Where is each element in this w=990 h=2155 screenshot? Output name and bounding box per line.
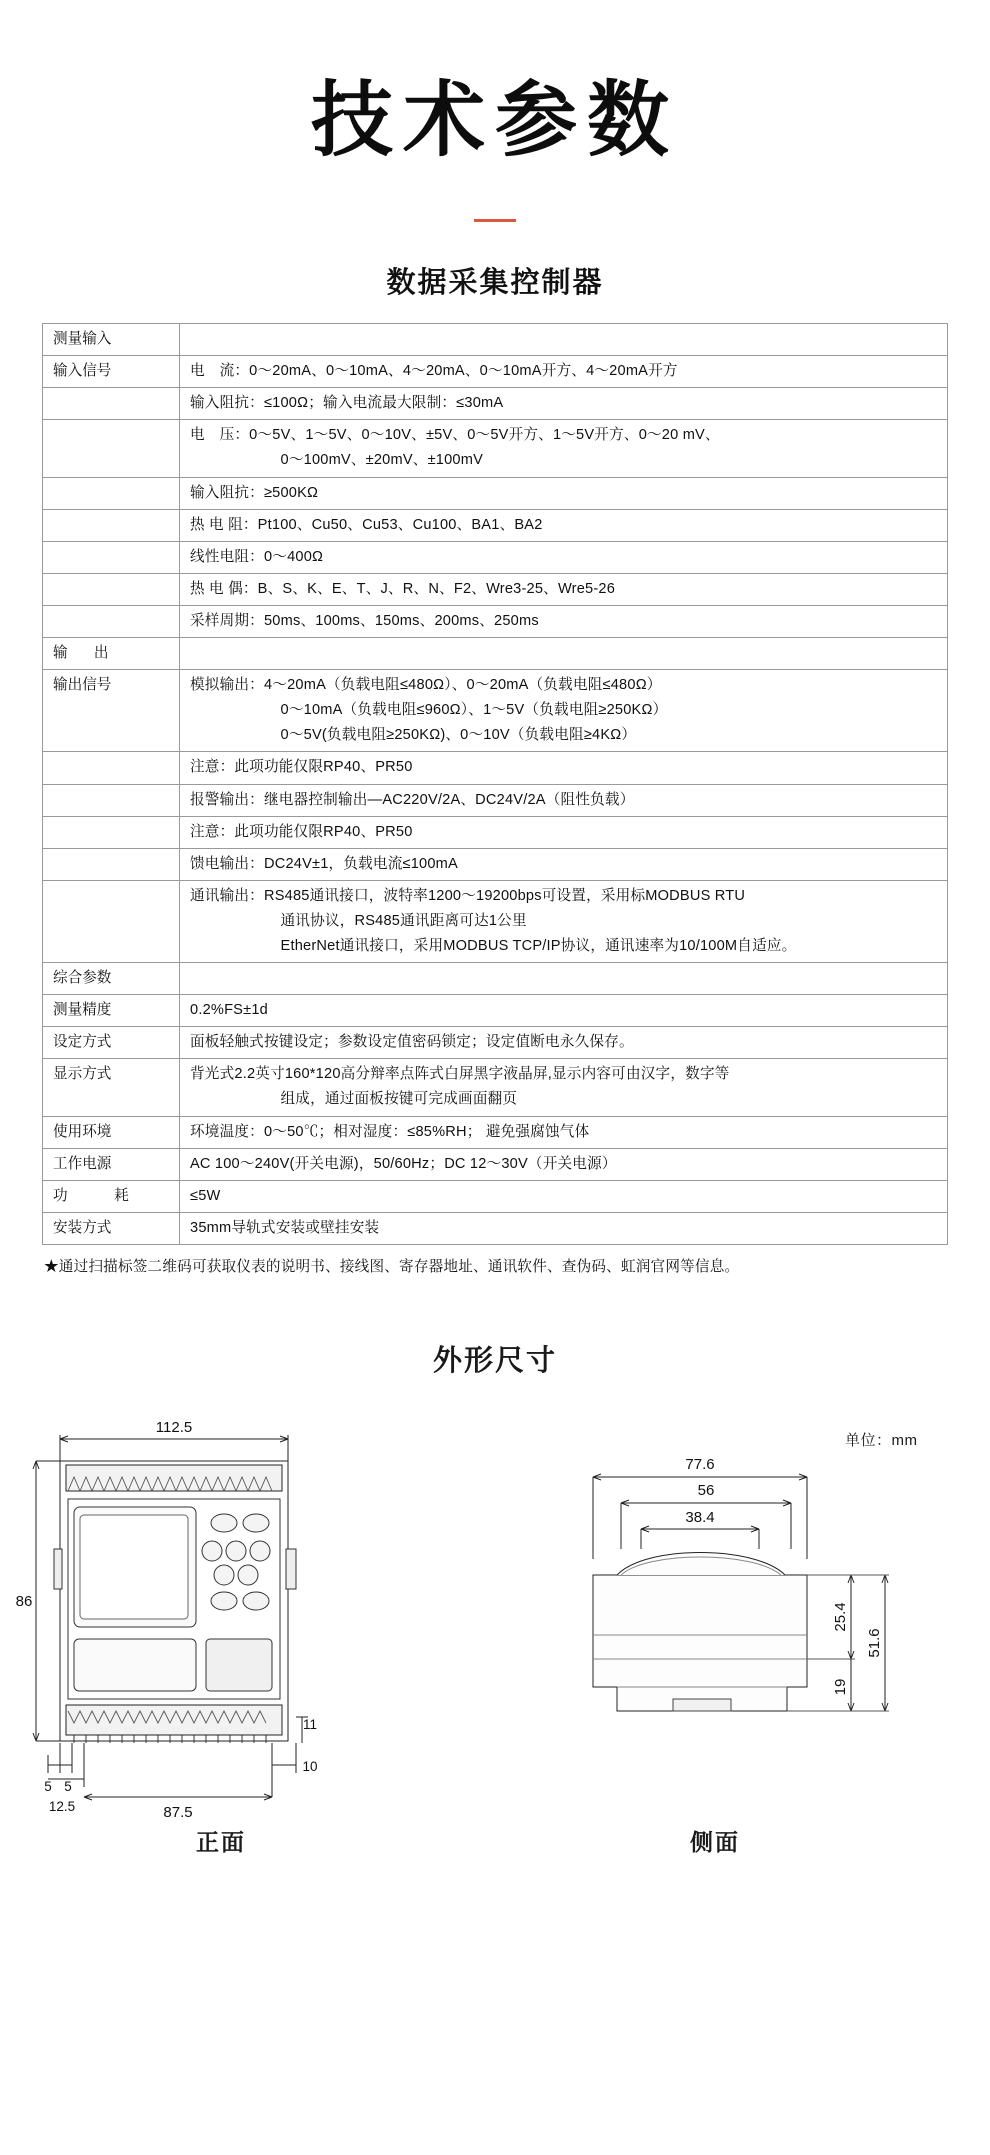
spec-row-value: 热 电 偶：B、S、K、E、T、J、R、N、F2、Wre3-25、Wre5-26	[180, 573, 948, 605]
table-row	[43, 1212, 948, 1244]
page-title: 技术参数	[310, 73, 679, 168]
spec-row-label: 综合参数	[43, 963, 180, 995]
table-row	[43, 670, 948, 752]
table-row	[43, 995, 948, 1027]
spec-row-label: 工作电源	[43, 1148, 180, 1180]
spec-row-value: ≤5W	[180, 1180, 948, 1212]
spec-row-value: 电 压：0～5V、1～5V、0～10V、±5V、0～5V开方、1～5V开方、0～20 mV、 0～100mV、±20mV、±100mV	[180, 420, 948, 477]
side-view-drawing	[555, 1399, 975, 1829]
table-row	[43, 573, 948, 605]
dimensions-heading: 外形尺寸	[432, 1344, 557, 1377]
spec-row-label	[43, 605, 180, 637]
table-row	[43, 509, 948, 541]
spec-row-label	[43, 477, 180, 509]
spec-table-container	[0, 323, 990, 1245]
table-row	[43, 1180, 948, 1212]
table-row	[43, 752, 948, 784]
spec-row-value: AC 100～240V(开关电源)，50/60Hz；DC 12～30V（开关电源）	[180, 1148, 948, 1180]
front-left-offset: 12.5	[48, 1798, 76, 1814]
side-depth-inner: 38.4	[685, 1508, 715, 1526]
spec-row-label: 测量输入	[43, 324, 180, 356]
spec-row-label	[43, 509, 180, 541]
side-view-caption: 侧面	[690, 1828, 740, 1855]
spec-row-label: 使用环境	[43, 1116, 180, 1148]
spec-row-value	[180, 963, 948, 995]
table-row	[43, 356, 948, 388]
spec-row-value: 电 流：0～20mA、0～10mA、4～20mA、0～10mA开方、4～20mA开方	[180, 356, 948, 388]
spec-row-value: 35mm导轨式安装或壁挂安装	[180, 1212, 948, 1244]
spec-row-value: 线性电阻：0～400Ω	[180, 541, 948, 573]
table-row	[43, 541, 948, 573]
spec-row-value: 通讯输出：RS485通讯接口，波特率1200～19200bps可设置，采用标MODBUS RTU 通讯协议，RS485通讯距离可达1公里 EtherNet通讯接口，采用MODBUS TCP/IP协议，通讯速率为10/100M自适应。	[180, 880, 948, 962]
front-right-tick: 11	[302, 1716, 318, 1732]
unit-label: 单位：mm	[845, 1431, 918, 1449]
spec-row-value: 背光式2.2英寸160*120高分辩率点阵式白屏黑字液晶屏,显示内容可由汉字，数字等 组成，通过面板按键可完成画面翻页	[180, 1059, 948, 1116]
spec-row-label	[43, 541, 180, 573]
table-row	[43, 420, 948, 477]
spec-row-value: 注意：此项功能仅限RP40、PR50	[180, 816, 948, 848]
front-small-left-2: 5	[64, 1778, 72, 1794]
spec-row-label: 输入信号	[43, 356, 180, 388]
spec-row-value	[180, 324, 948, 356]
front-view-caption: 正面	[196, 1828, 246, 1855]
front-small-left-1: 5	[44, 1778, 52, 1794]
spec-row-label	[43, 784, 180, 816]
spec-row-label: 输 出	[43, 638, 180, 670]
table-row	[43, 477, 948, 509]
table-row	[43, 1148, 948, 1180]
spec-row-label	[43, 816, 180, 848]
spec-row-value: 注意：此项功能仅限RP40、PR50	[180, 752, 948, 784]
section-heading: 数据采集控制器	[386, 267, 604, 300]
spec-row-label: 安装方式	[43, 1212, 180, 1244]
spec-footnote: ★通过扫描标签二维码可获取仪表的说明书、接线图、寄存器地址、通讯软件、查伪码、虹润官网等信息。	[44, 1258, 740, 1275]
spec-row-label	[43, 388, 180, 420]
spec-row-value: 输入阻抗：≥500KΩ	[180, 477, 948, 509]
spec-row-label: 测量精度	[43, 995, 180, 1027]
spec-row-label	[43, 420, 180, 477]
side-height-upper: 25.4	[832, 1602, 849, 1632]
spec-row-label	[43, 880, 180, 962]
spec-row-label: 显示方式	[43, 1059, 180, 1116]
title-divider	[474, 219, 516, 222]
table-row	[43, 784, 948, 816]
table-row	[43, 1027, 948, 1059]
table-row	[43, 880, 948, 962]
dimension-drawings	[0, 1399, 990, 1869]
front-height-label: 86	[15, 1592, 33, 1610]
table-row	[43, 1059, 948, 1116]
front-right-small: 10	[302, 1758, 318, 1774]
table-row	[43, 638, 948, 670]
spec-row-label: 设定方式	[43, 1027, 180, 1059]
table-row	[43, 816, 948, 848]
spec-row-label	[43, 848, 180, 880]
spec-row-value	[180, 638, 948, 670]
front-view-drawing	[10, 1399, 460, 1829]
table-row	[43, 963, 948, 995]
spec-table	[42, 323, 948, 1245]
spec-row-value: 输入阻抗：≤100Ω；输入电流最大限制：≤30mA	[180, 388, 948, 420]
spec-row-value: 环境温度：0～50℃；相对湿度：≤85%RH； 避免强腐蚀气体	[180, 1116, 948, 1148]
spec-row-label	[43, 573, 180, 605]
front-bottom-span: 87.5	[163, 1803, 193, 1821]
table-row	[43, 324, 948, 356]
spec-row-value: 采样周期：50ms、100ms、150ms、200ms、250ms	[180, 605, 948, 637]
spec-row-label: 功 耗	[43, 1180, 180, 1212]
table-row	[43, 848, 948, 880]
spec-row-label: 输出信号	[43, 670, 180, 752]
spec-row-value: 面板轻触式按键设定；参数设定值密码锁定；设定值断电永久保存。	[180, 1027, 948, 1059]
spec-row-label	[43, 752, 180, 784]
table-row	[43, 388, 948, 420]
front-width-label: 112.5	[155, 1418, 193, 1436]
spec-row-value: 馈电输出：DC24V±1，负载电流≤100mA	[180, 848, 948, 880]
spec-row-value: 模拟输出：4～20mA（负载电阻≤480Ω）、0～20mA（负载电阻≤480Ω） 0～10mA（负载电阻≤960Ω）、1～5V（负载电阻≥250KΩ） 0～5V(负载电阻≥250KΩ)、0～10V（负载电阻≥4KΩ）	[180, 670, 948, 752]
spec-row-value: 热 电 阻：Pt100、Cu50、Cu53、Cu100、BA1、BA2	[180, 509, 948, 541]
table-row	[43, 605, 948, 637]
side-depth-mid: 56	[697, 1481, 715, 1499]
spec-row-value: 0.2%FS±1d	[180, 995, 948, 1027]
side-height-total: 51.6	[866, 1628, 883, 1658]
side-height-lower: 19	[832, 1678, 849, 1696]
side-depth-total: 77.6	[685, 1455, 715, 1473]
table-row	[43, 1116, 948, 1148]
spec-row-value: 报警输出：继电器控制输出—AC220V/2A、DC24V/2A（阻性负载）	[180, 784, 948, 816]
